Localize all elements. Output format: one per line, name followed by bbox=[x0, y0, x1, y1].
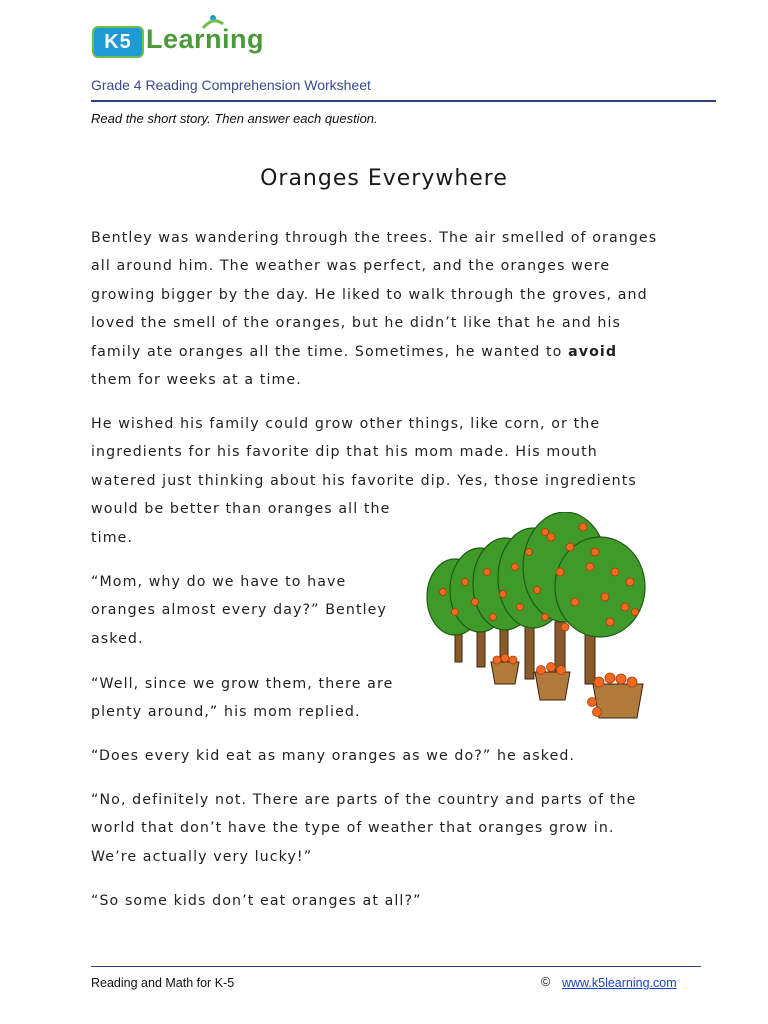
paragraph-7 bbox=[91, 887, 422, 915]
paragraph-line: oranges almost every day?” Bentley bbox=[91, 602, 387, 619]
vocabulary-word-avoid: avoid bbox=[568, 343, 618, 360]
header-divider bbox=[91, 100, 716, 102]
orange-trees-illustration bbox=[425, 512, 650, 722]
paragraph-line: “Mom, why do we have to have bbox=[91, 574, 347, 590]
paragraph-line: them for weeks at a time. bbox=[91, 372, 302, 389]
story-title: Oranges Everywhere bbox=[260, 166, 508, 191]
paragraph-line: would be better than oranges all the bbox=[91, 501, 391, 518]
paragraph-line: asked. bbox=[91, 630, 144, 647]
instructions-text: Read the short story. Then answer each question. bbox=[91, 111, 378, 126]
paragraph-line-text: family ate oranges all the time. Sometimes, he wanted to bbox=[91, 343, 569, 360]
logo-k5-badge: K5 bbox=[92, 26, 144, 58]
paragraph-line: growing bigger by the day. He liked to walk through the groves, and bbox=[91, 286, 648, 303]
paragraph-line: ingredients for his favorite dip that his mom made. His mouth bbox=[91, 444, 598, 461]
paragraph-line: time. bbox=[91, 529, 134, 546]
paragraph-line: plenty around,” his mom replied. bbox=[91, 704, 361, 721]
worksheet-header-title: Grade 4 Reading Comprehension Worksheet bbox=[91, 77, 371, 93]
paragraph-line: He wished his family could grow other things, like corn, or the bbox=[91, 416, 601, 432]
paragraph-5 bbox=[91, 742, 575, 770]
k5-learning-logo bbox=[92, 14, 265, 60]
paragraph-line: “Well, since we grow them, there are bbox=[91, 676, 394, 692]
paragraph-3 bbox=[91, 568, 387, 653]
paragraph-line: loved the smell of the oranges, but he didn’t like that he and his bbox=[91, 315, 622, 332]
paragraph-line: watered just thinking about his favorite dip. Yes, those ingredients bbox=[91, 472, 637, 489]
paragraph-line: We’re actually very lucky!” bbox=[91, 848, 313, 865]
footer-tagline: Reading and Math for K-5 bbox=[91, 976, 235, 990]
paragraph-line bbox=[91, 338, 657, 366]
logo-wordmark: Learning bbox=[146, 24, 265, 54]
paragraph-line: world that don’t have the type of weather that oranges grow in. bbox=[91, 820, 615, 837]
paragraph-line: “Does every kid eat as many oranges as we do?” he asked. bbox=[91, 748, 576, 764]
footer-website-link[interactable]: www.k5learning.com bbox=[562, 976, 677, 990]
paragraph-line: “So some kids don’t eat oranges at all?” bbox=[91, 893, 422, 909]
paragraph-line: Bentley was wandering through the trees. The air smelled of oranges bbox=[91, 230, 658, 246]
paragraph-1 bbox=[91, 224, 657, 394]
footer-divider bbox=[91, 966, 701, 967]
paragraph-4 bbox=[91, 670, 393, 727]
paragraph-line: “No, definitely not. There are parts of the country and parts of the bbox=[91, 792, 637, 808]
paragraph-line: all around him. The weather was perfect, and the oranges were bbox=[91, 258, 611, 275]
copyright-symbol: © bbox=[541, 975, 551, 989]
logo-figure-icon bbox=[197, 14, 227, 36]
paragraph-6 bbox=[91, 786, 636, 871]
